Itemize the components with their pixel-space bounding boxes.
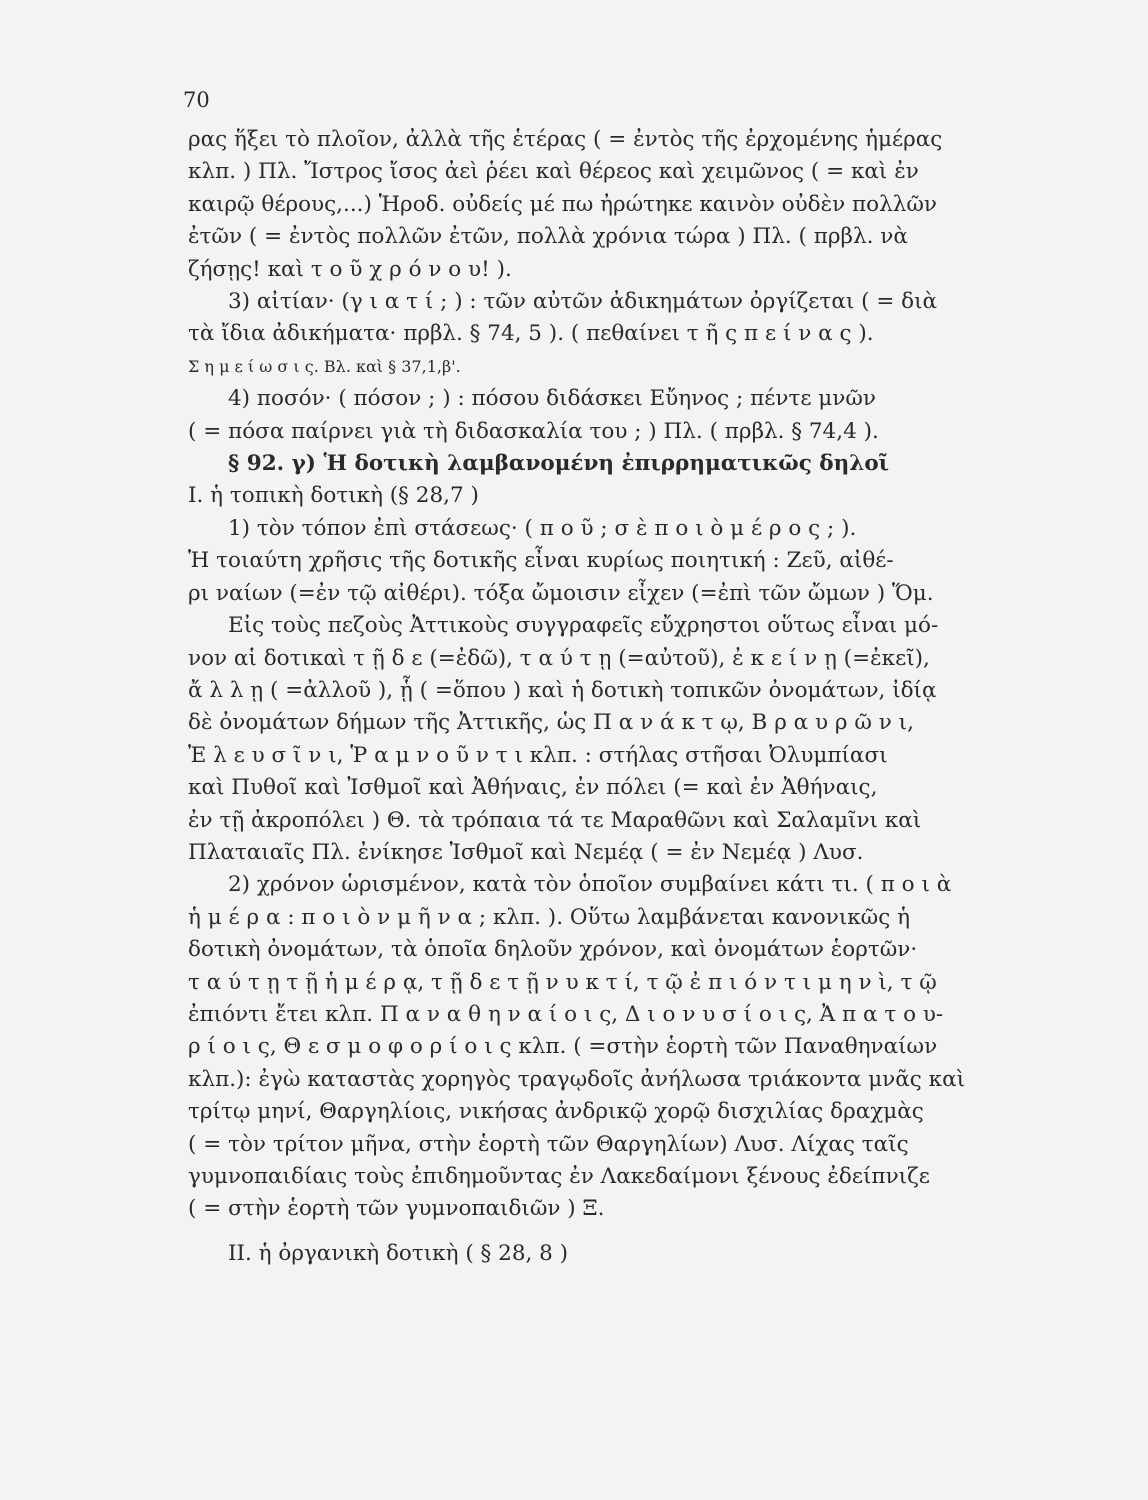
note-line: Σ η μ ε ί ω σ ι ς. Βλ. καὶ § 37,1,β'. — [188, 356, 461, 376]
text-line: Εἰς τοὺς πεζοὺς Ἀττικοὺς συγγραφεῖς εὔχρηστοι οὕτως εἶναι μό- — [228, 613, 939, 639]
text-line: ρας ἥξει τὸ πλοῖον, ἀλλὰ τῆς ἑτέρας ( = ἐντὸς τῆς ἐρχομένης ἡμέρας — [188, 127, 943, 152]
text-line: καὶ Πυθοῖ καὶ Ἰσθμοῖ καὶ Ἀθήναις, ἐν πόλει (= καὶ ἐν Ἀθήναις, — [188, 775, 878, 801]
text-line: ἄ λ λ ῃ ( =ἀλλοῦ ), ᾗ ( =ὅπου ) καὶ ἡ δοτικὴ τοπικῶν ὀνομάτων, ἰδίᾳ — [188, 677, 937, 703]
text-line: ἐπιόντι ἔτει κλπ. Π α ν α θ η ν α ί ο ι ς, Δ ι ο ν υ σ ί ο ι ς, Ἀ π α τ ο υ- — [188, 1001, 944, 1027]
text-line: ἐτῶν ( = ἐντὸς πολλῶν ἐτῶν, πολλὰ χρόνια τώρα ) Πλ. ( πρβλ. νὰ — [188, 224, 908, 250]
text-line: Ἐ λ ε υ σ ῖ ν ι, Ῥ α μ ν ο ῦ ν τ ι κλπ. : στήλας στῆσαι Ὀλυμπίασι — [188, 742, 888, 768]
text-line: 3) αἰτίαν· (γ ι α τ ί ; ) : τῶν αὐτῶν ἀδικημάτων ὀργίζεται ( = διὰ — [228, 289, 938, 315]
text-line: δοτικὴ ὀνομάτων, τὰ ὁποῖα δηλοῦν χρόνον, καὶ ὀνομάτων ἑορτῶν· — [188, 937, 918, 963]
text-line: ( = πόσα παίρνει γιὰ τὴ διδασκαλία του ; ) Πλ. ( πρβλ. § 74,4 ). — [188, 418, 879, 444]
text-line: ἡ μ έ ρ α : π ο ι ὸ ν μ ῆ ν α ; κλπ. ). Οὕτω λαμβάνεται κανονικῶς ἡ — [188, 904, 910, 930]
text-line: ρι ναίων (=ἐν τῷ αἰθέρι). τόξα ὤμοισιν εἶχεν (=ἐπὶ τῶν ὤμων ) Ὅμ. — [188, 580, 934, 606]
text-line: Ἡ τοιαύτη χρῆσις τῆς δοτικῆς εἶναι κυρίως ποιητική : Ζεῦ, αἰθέ- — [188, 548, 894, 574]
subsection-heading: ΙΙ. ἡ ὀργανικὴ δοτικὴ ( § 28, 8 ) — [228, 1240, 569, 1266]
body-text — [188, 124, 1018, 1270]
text-line: τρίτῳ μηνί, Θαργηλίοις, νικήσας ἀνδρικῷ χορῷ δισχιλίας δραχμὰς — [188, 1099, 924, 1125]
text-line: τὰ ἴδια ἀδικήματα· πρβλ. § 74, 5 ). ( πεθαίνει τ ῆ ς π ε ί ν α ς ). — [188, 321, 874, 347]
text-line: 1) τὸν τόπον ἐπὶ στάσεως· ( π ο ῦ ; σ ὲ π ο ι ὸ μ έ ρ ο ς ; ). — [228, 515, 857, 541]
page-number: 70 — [183, 88, 210, 112]
text-line: ζήσῃς! καὶ τ ο ῦ χ ρ ό ν ο υ! ). — [188, 256, 512, 282]
text-line: δὲ ὀνομάτων δήμων τῆς Ἀττικῆς, ὡς Π α ν ά κ τ ῳ, Β ρ α υ ρ ῶ ν ι, — [188, 710, 914, 736]
text-line: τ α ύ τ ῃ τ ῇ ἡ μ έ ρ ᾳ, τ ῇ δ ε τ ῇ ν υ κ τ ί, τ ῷ ἐ π ι ό ν τ ι μ η ν ὶ, τ ῷ — [188, 969, 937, 995]
text-line: κλπ.): ἐγὼ καταστὰς χορηγὸς τραγῳδοῖς ἀνήλωσα τριάκοντα μνᾶς καὶ — [188, 1066, 966, 1092]
section-heading: § 92. γ) Ἡ δοτικὴ λαμβανομένη ἐπιρρηματικῶς δηλοῖ — [228, 451, 890, 477]
text-line: κλπ. ) Πλ. Ἴστρος ἴσος ἀεὶ ῥέει καὶ θέρεος καὶ χειμῶνος ( = καὶ ἐν — [188, 159, 919, 185]
text-line: Πλαταιαῖς Πλ. ἐνίκησε Ἰσθμοῖ καὶ Νεμέᾳ ( = ἐν Νεμέᾳ ) Λυσ. — [188, 839, 864, 865]
text-line: ( = στὴν ἑορτὴ τῶν γυμνοπαιδιῶν ) Ξ. — [188, 1196, 605, 1222]
subsection-heading: Ι. ἡ τοπικὴ δοτικὴ (§ 28,7 ) — [188, 483, 479, 509]
text-line: γυμνοπαιδίαις τοὺς ἐπιδημοῦντας ἐν Λακεδαίμονι ξένους ἐδείπνιζε — [188, 1164, 930, 1189]
text-line: ἐν τῇ ἀκροπόλει ) Θ. τὰ τρόπαια τά τε Μαραθῶνι καὶ Σαλαμῖνι καὶ — [188, 807, 922, 833]
text-line: 4) ποσόν· ( πόσον ; ) : πόσου διδάσκει Εὔηνος ; πέντε μνῶν — [228, 386, 876, 412]
text-line: ρ ί ο ι ς, Θ ε σ μ ο φ ο ρ ί ο ι ς κλπ. ( =στὴν ἑορτὴ τῶν Παναθηναίων — [188, 1034, 938, 1060]
text-line: νον αἱ δοτικαὶ τ ῇ δ ε (=ἐδῶ), τ α ύ τ ῃ (=αὐτοῦ), ἐ κ ε ί ν ῃ (=ἐκεῖ), — [188, 645, 930, 671]
text-line: 2) χρόνον ὡρισμένον, κατὰ τὸν ὁποῖον συμβαίνει κάτι τι. ( π ο ι ὰ — [228, 872, 952, 898]
text-line: καιρῷ θέρους,...) Ἡροδ. οὐδείς μέ πω ἠρώτηκε καινὸν οὐδὲν πολλῶν — [188, 191, 937, 217]
text-line: ( = τὸν τρίτον μῆνα, στὴν ἑορτὴ τῶν Θαργηλίων) Λυσ. Λίχας ταῖς — [188, 1131, 909, 1157]
